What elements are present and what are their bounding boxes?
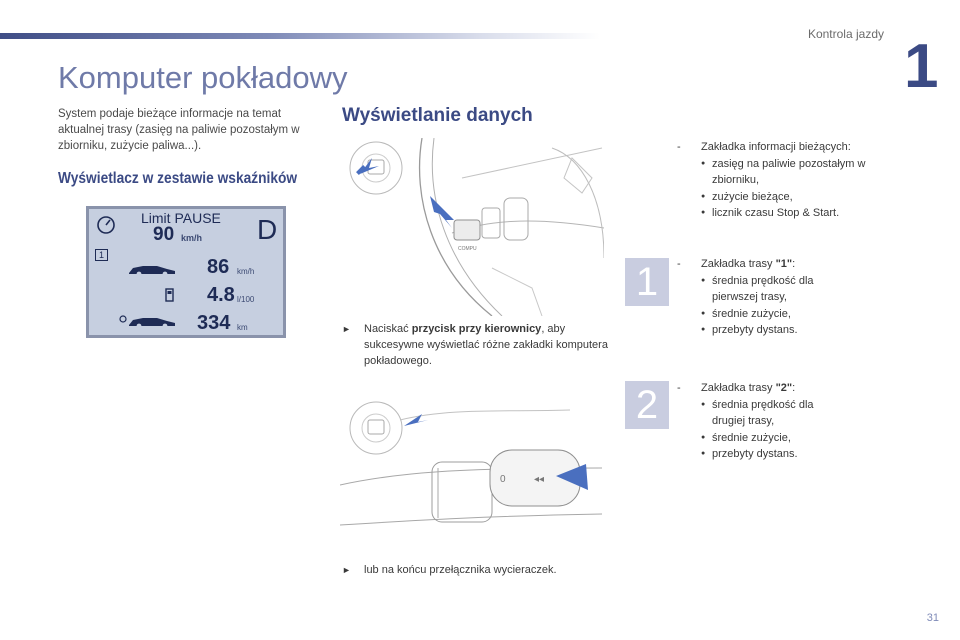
list-item: ● przebyty dystans. — [701, 446, 827, 463]
tab-info-trip-1: - Zakładka trasy "1": ● średnia prędkość dla pierwszej trasy, ● średnie zużycie, ● przebyty dystans. — [677, 256, 832, 339]
cluster-heading: Wyświetlacz w zestawie wskaźników — [58, 170, 298, 187]
limit-label: Limit PAUSE — [141, 210, 221, 226]
intro-text: System podaje bieżące informacje na temat aktualnej trasy (zasięg na paliwie pozostałym w zbiorniku, zużycie paliwa...). — [58, 108, 300, 152]
speed-limiter-icon — [95, 214, 117, 236]
tab-info-trip-2: - Zakładka trasy "2": ● średnia prędkość dla drugiej trasy, ● średnie zużycie, ● przebyty dystans. — [677, 380, 827, 463]
instruction-text: Naciskać — [364, 323, 412, 335]
tab-info-current: - Zakładka informacji bieżących: ● zasięg na paliwie pozostałym w zbiorniku, ● zużycie bieżące, ● licznik czasu Stop & Start. — [677, 139, 882, 222]
tab-badge-2: 2 — [625, 381, 669, 429]
page-title: Komputer pokładowy — [58, 60, 348, 95]
arrow-icon: ► — [342, 565, 351, 575]
fuel-pump-icon — [165, 287, 177, 303]
range-unit: km — [237, 323, 248, 332]
consumption-unit: l/100 — [237, 295, 255, 304]
display-heading: Wyświetlanie danych — [342, 105, 533, 126]
tab-info-title: Zakładka informacji bieżących: — [701, 141, 851, 153]
list-item: ● licznik czasu Stop & Start. — [701, 205, 882, 222]
current-speed-value: 86 — [207, 256, 230, 278]
instruction-wiper-stalk — [342, 562, 610, 578]
instruction-text-suffix: , aby sukcesywne wyświetlać różne zakładki komputera pokładowego. — [364, 323, 608, 367]
list-item: ● średnia prędkość dla pierwszej trasy, — [701, 273, 832, 306]
tab-badge-1: 1 — [625, 258, 669, 306]
tab-indicator: 1 — [95, 249, 108, 261]
header-bar — [0, 33, 600, 39]
page-number: 31 — [926, 612, 939, 624]
gear-indicator: D — [257, 214, 278, 245]
list-item: ● przebyty dystans. — [701, 322, 832, 339]
current-speed-unit: km/h — [237, 267, 255, 276]
speed-limit-unit: km/h — [181, 233, 203, 243]
list-item: ● zużycie bieżące, — [701, 189, 882, 206]
cluster-display — [86, 206, 286, 338]
list-item: ● zasięg na paliwie pozostałym w zbiorniku, — [701, 156, 882, 189]
car-icon — [127, 261, 177, 277]
wiper-stalk-illustration — [340, 390, 602, 530]
speed-limit-value: 90 — [153, 224, 175, 245]
consumption-value: 4.8 — [207, 284, 235, 306]
range-value: 334 — [197, 312, 231, 334]
instruction-bold: przycisk przy kierownicy — [411, 323, 542, 335]
instruction-press-button — [342, 321, 610, 369]
arrow-icon: ► — [342, 324, 351, 334]
list-item: ● średnie zużycie, — [701, 306, 832, 323]
chapter-number: 1 — [904, 32, 939, 101]
svg-text:0: 0 — [500, 474, 506, 485]
instruction-text: lub na końcu przełącznika wycieraczek. — [364, 564, 557, 576]
svg-text:COMPU: COMPU — [458, 246, 477, 252]
section-label: Kontrola jazdy — [807, 27, 884, 41]
range-car-icon — [119, 313, 177, 329]
list-item: ● średnia prędkość dla drugiej trasy, — [701, 397, 827, 430]
steering-wheel-illustration — [342, 138, 604, 316]
list-item: ● średnie zużycie, — [701, 430, 827, 447]
svg-text:◂◂: ◂◂ — [534, 474, 545, 485]
